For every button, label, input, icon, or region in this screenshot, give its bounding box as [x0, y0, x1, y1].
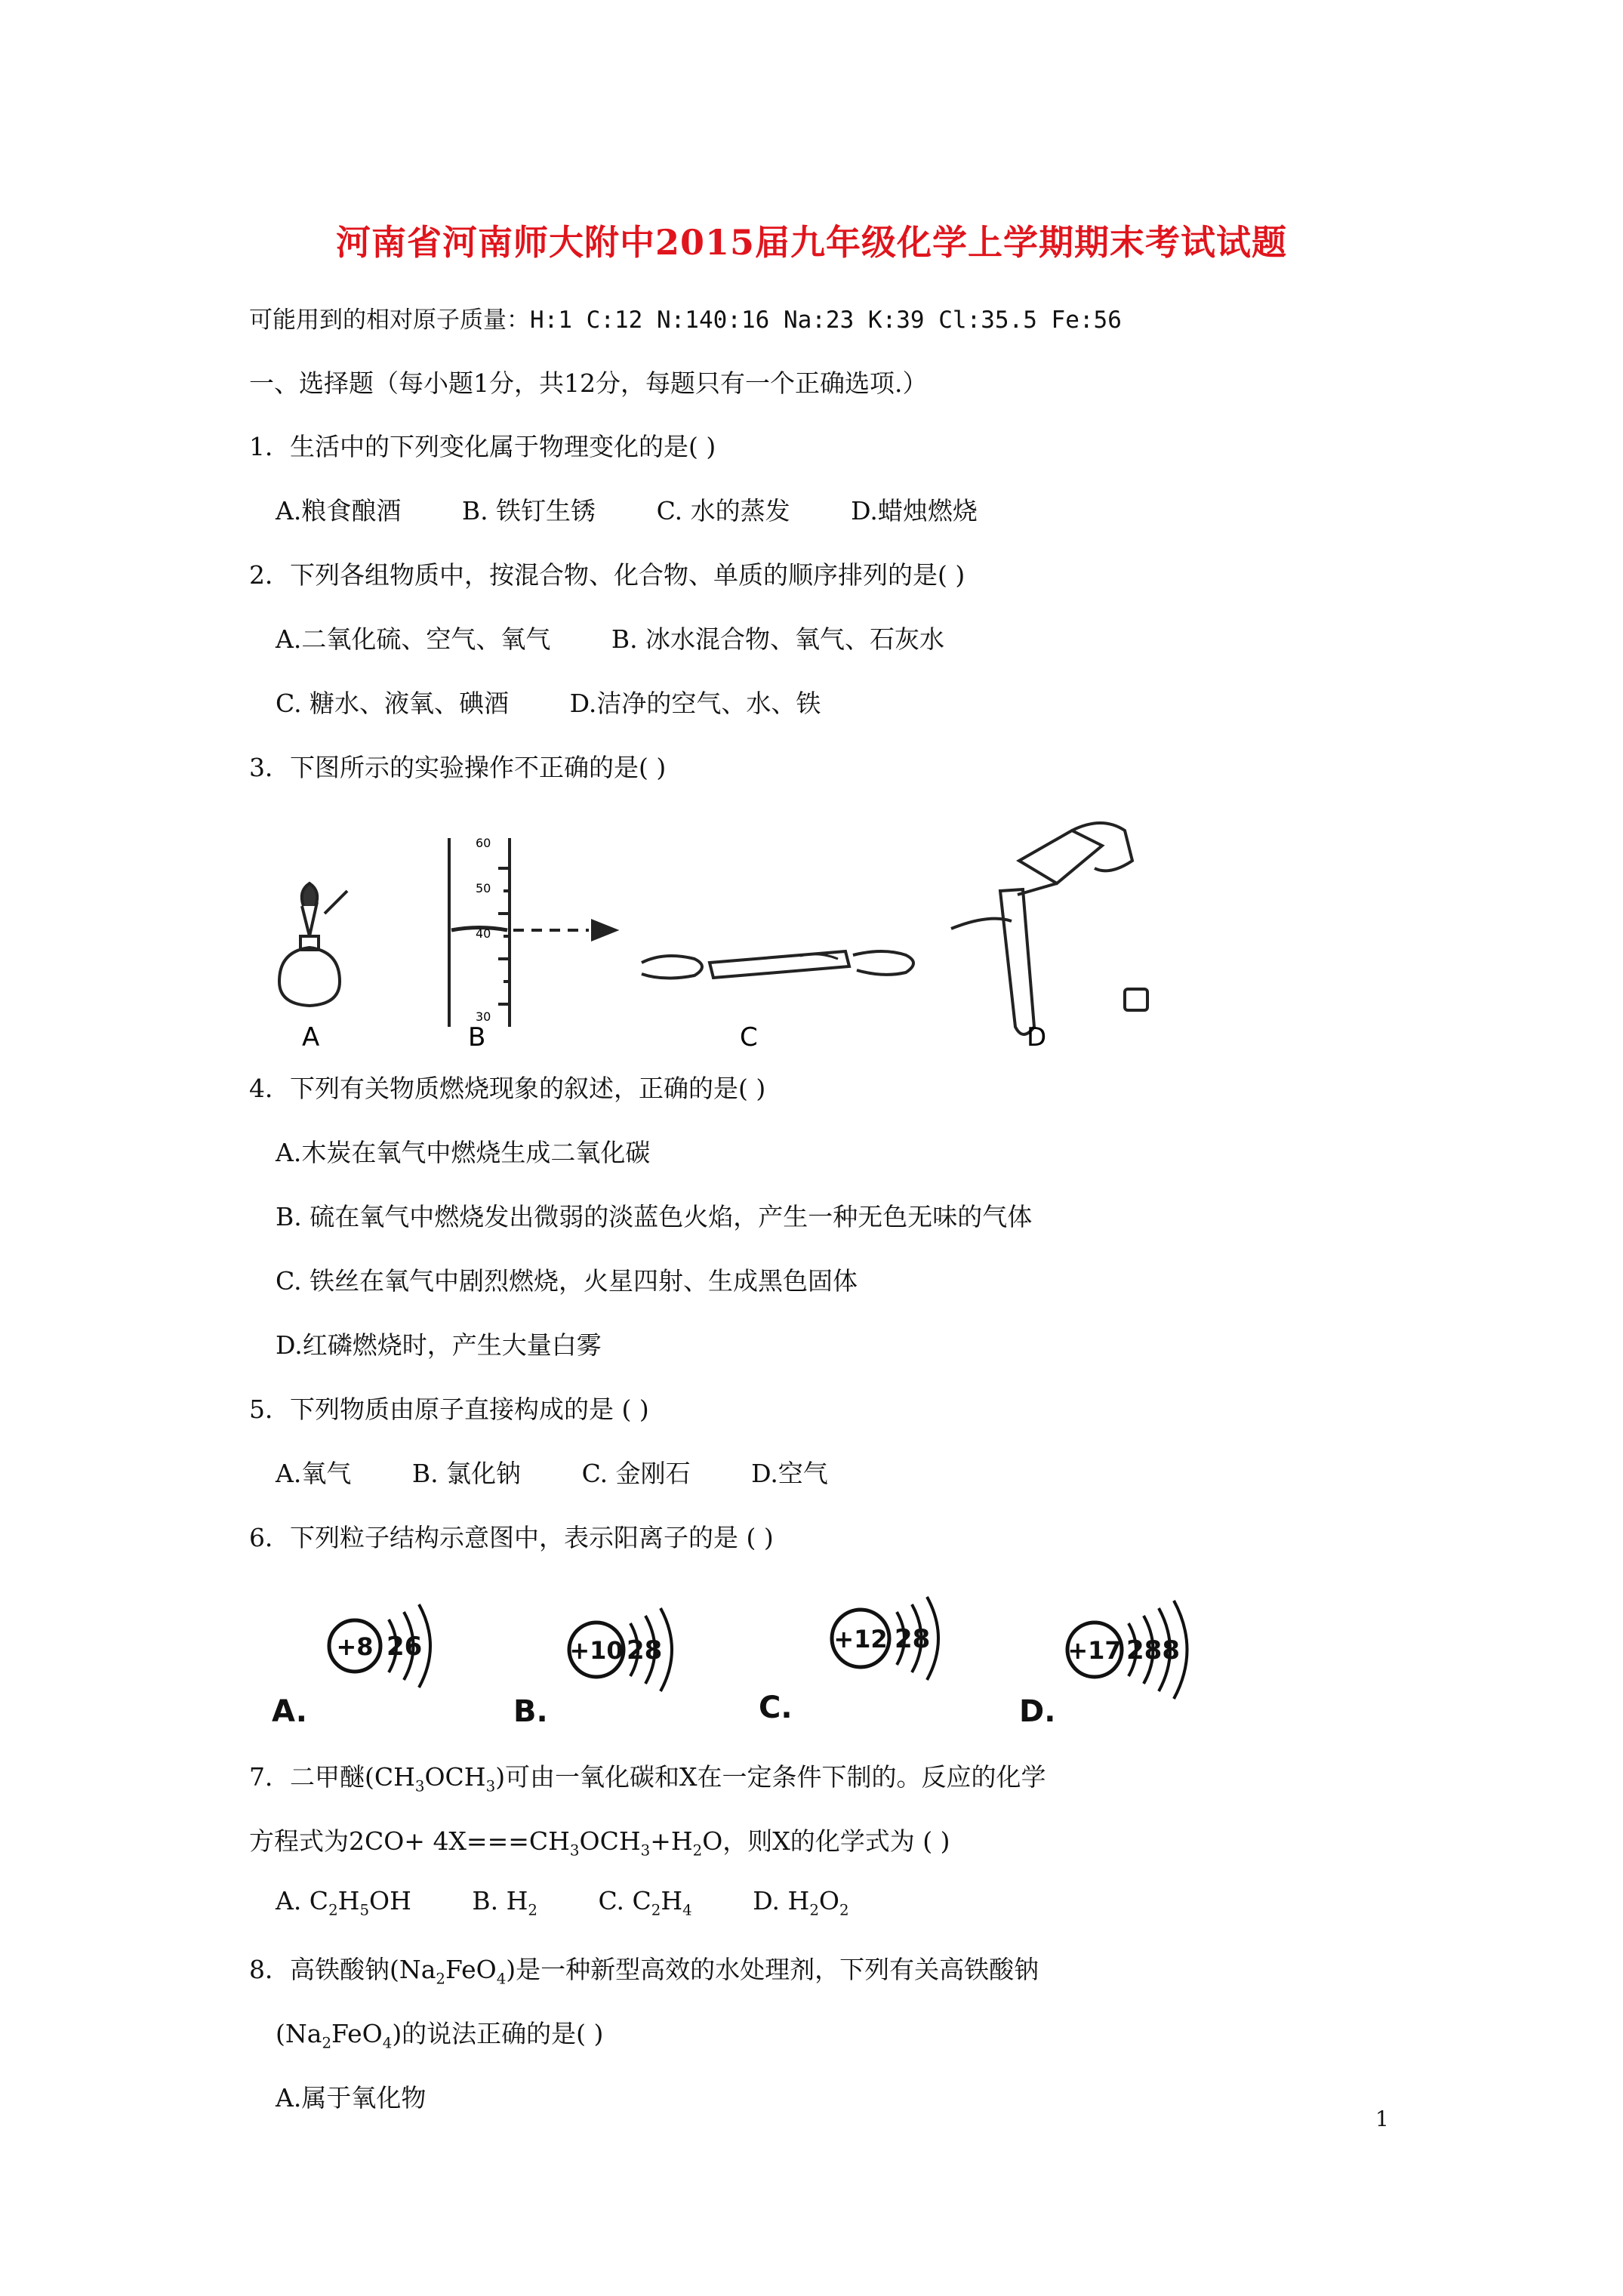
q2-option-c: C. 糖水、液氧、碘酒 — [276, 689, 510, 718]
question-1-options — [276, 492, 1030, 527]
question-8-stem: 8．高铁酸钠$(Na_2FeO_4)$是一种新型高效的水处理剂，下列有关高铁酸钠 — [249, 1955, 1039, 1988]
question-3-stem: 3．下图所示的实验操作不正确的是( ) — [249, 753, 667, 782]
page-title: 河南省河南师大附中2015届九年级化学上学期期末考试试题 — [335, 222, 1288, 263]
cylinder-tick-50: 50 — [476, 881, 491, 895]
question-2-options-row2 — [276, 684, 873, 720]
nucleus-d-charge: +17 — [1067, 1636, 1122, 1665]
particle-structure-figure — [264, 1578, 1208, 1729]
question-5-stem: 5．下列物质由原子直接构成的是 ( ) — [249, 1395, 649, 1424]
q2-option-a: A.二氧化硫、空气、氧气 — [276, 624, 551, 654]
diagram-label-c: C. — [759, 1690, 793, 1725]
q5-option-c: C. 金刚石 — [581, 1459, 691, 1488]
figure-label-a: A — [302, 1022, 320, 1052]
question-1-stem: 1．生活中的下列变化属于物理变化的是( ) — [249, 432, 716, 461]
shells-b: 28 — [627, 1635, 663, 1666]
question-8-stem-line2: $(Na_2FeO_4)$的说法正确的是( ) — [276, 2019, 604, 2052]
question-5-options — [276, 1454, 881, 1490]
q1-option-a: A.粮食酿酒 — [276, 496, 402, 525]
question-7-equation: 方程式为$2CO+ 4X===CH_3OCH_3+H_2O$，则X的化学式为 ( ) — [249, 1826, 950, 1860]
q2-option-b: B. 冰水混合物、氧气、石灰水 — [611, 624, 945, 654]
nucleus-a-charge: +8 — [336, 1632, 374, 1661]
q2-option-d: D.洁净的空气、水、铁 — [569, 689, 821, 718]
q1-option-d: D.蜡烛燃烧 — [851, 496, 978, 525]
cylinder-tick-60: 60 — [476, 836, 491, 850]
nucleus-b-charge: +10 — [569, 1636, 624, 1665]
test-tube-hands-icon — [642, 951, 913, 978]
q4-option-b: B. 硫在氧气中燃烧发出微弱的淡蓝色火焰，产生一种无色无味的气体 — [276, 1202, 1033, 1231]
figure-label-b: B — [468, 1022, 486, 1052]
q7-option-a: A. $C_2H_5OH$ — [276, 1886, 411, 1919]
diagram-label-d: D. — [1019, 1694, 1056, 1729]
cylinder-tick-40: 40 — [476, 926, 491, 941]
q5-option-d: D.空气 — [751, 1459, 828, 1488]
figure-label-c: C — [740, 1022, 758, 1052]
lab-operations-figure — [257, 800, 1208, 1052]
q4-option-d: D.红磷燃烧时，产生大量白雾 — [276, 1330, 602, 1360]
question-2-stem: 2．下列各组物质中，按混合物、化合物、单质的顺序排列的是( ) — [249, 560, 965, 590]
shells-a: 26 — [387, 1632, 423, 1662]
question-7-stem: 7．二甲醚$(CH_3OCH_3)$可由一氧化碳和X在一定条件下制的。反应的化学 — [249, 1762, 1046, 1795]
pouring-liquid-icon — [951, 823, 1147, 1034]
q7-option-d: D. $H_2O_2$ — [753, 1886, 849, 1919]
q7-option-b: B. $H_2$ — [472, 1886, 537, 1919]
question-7-options — [276, 1886, 849, 1919]
q4-option-a: A.木炭在氧气中燃烧生成二氧化碳 — [276, 1138, 651, 1167]
q8-option-a: A.属于氧化物 — [276, 2083, 427, 2113]
q1-option-b: B. 铁钉生锈 — [461, 496, 596, 525]
q4-option-c: C. 铁丝在氧气中剧烈燃烧，火星四射、生成黑色固体 — [276, 1266, 858, 1296]
atomic-mass-line: 可能用到的相对原子质量：H:1 C:12 N:140:16 Na:23 K:39 Cl:35.5 Fe:56 — [249, 307, 1122, 334]
q7-option-c: C. $C_2H_4$ — [598, 1886, 692, 1919]
diagram-label-a: A. — [272, 1694, 307, 1729]
section-heading: 一、选择题（每小题1分，共12分，每题只有一个正确选项.） — [249, 368, 928, 398]
q5-option-a: A.氧气 — [276, 1459, 352, 1488]
shells-c: 28 — [895, 1624, 931, 1654]
question-6-stem: 6．下列粒子结构示意图中，表示阳离子的是 ( ) — [249, 1523, 774, 1552]
q1-option-c: C. 水的蒸发 — [656, 496, 790, 525]
question-2-options-row1 — [276, 620, 997, 655]
cylinder-tick-30: 30 — [476, 1009, 491, 1024]
q5-option-b: B. 氯化钠 — [411, 1459, 522, 1488]
nucleus-c-charge: +12 — [833, 1625, 888, 1653]
alcohol-lamp-icon — [279, 883, 347, 1006]
diagram-label-b: B. — [513, 1694, 548, 1729]
question-4-stem: 4．下列有关物质燃烧现象的叙述，正确的是( ) — [249, 1074, 766, 1103]
figure-label-d: D — [1027, 1022, 1047, 1052]
page-number: 1 — [1375, 2106, 1389, 2131]
shells-d: 288 — [1126, 1635, 1180, 1666]
graduated-cylinder-icon — [449, 838, 615, 1027]
